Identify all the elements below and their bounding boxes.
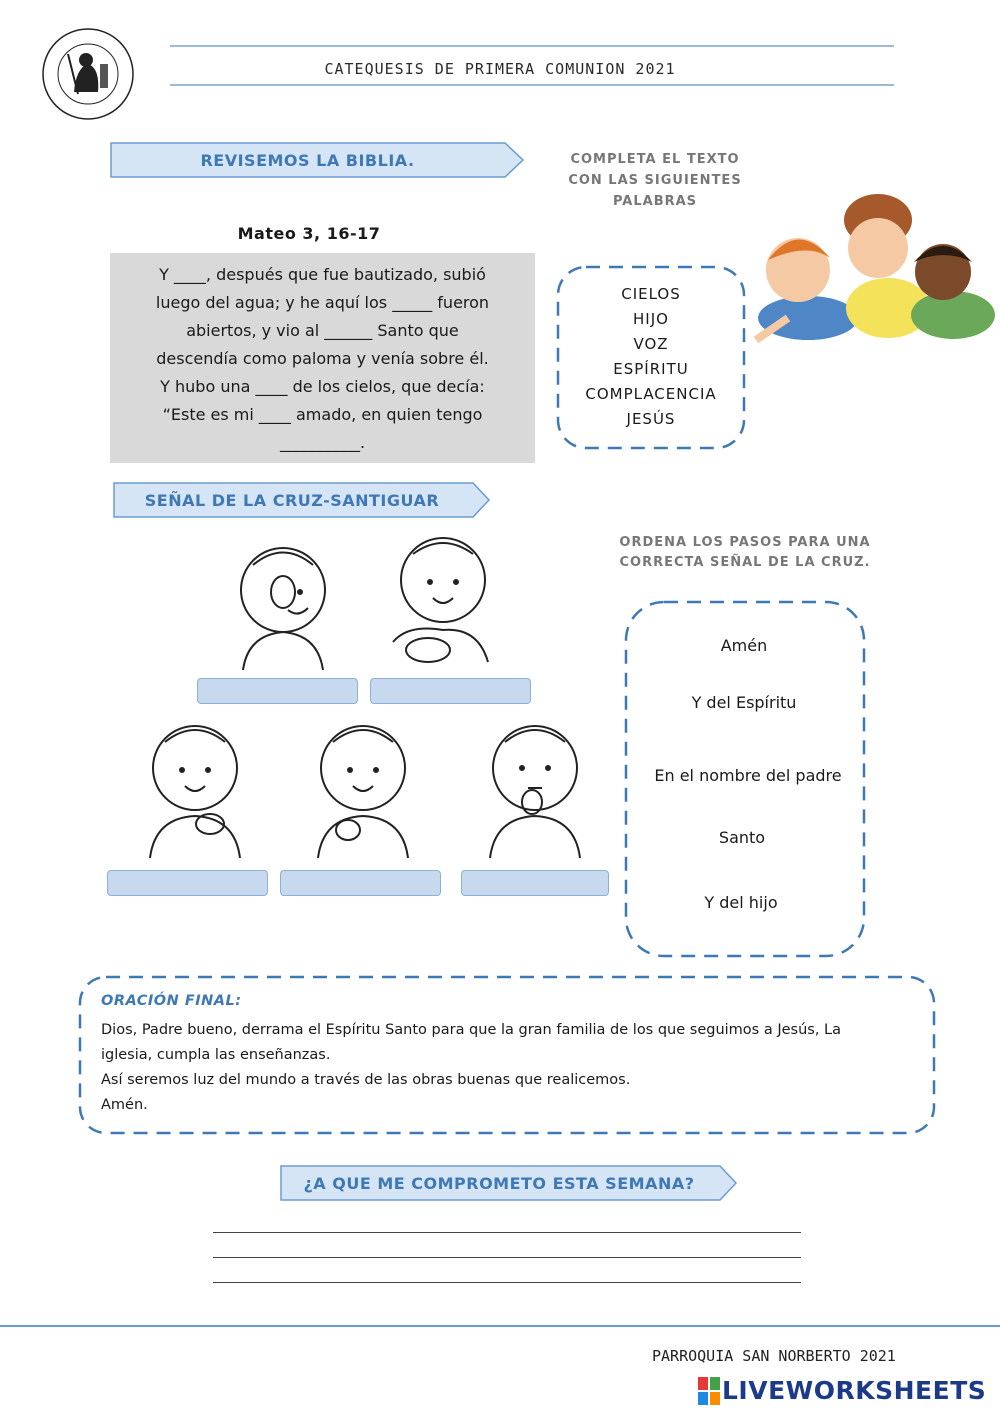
- commitment-line-1[interactable]: [213, 1232, 801, 1233]
- prayer-line: Así seremos luz del mundo a través de las obras buenas que realicemos.: [101, 1072, 631, 1088]
- verse-line: descendía como paloma y venía sobre él.: [156, 349, 489, 368]
- verse-line: luego del agua; y he aquí los _____ fueron: [155, 293, 490, 312]
- commitment-line-3[interactable]: [213, 1282, 801, 1283]
- bible-banner: [110, 142, 525, 178]
- verse-reference: Mateo 3, 16-17: [237, 224, 381, 243]
- footer-brand: LIVEWORKSHEETS: [722, 1376, 987, 1405]
- header-line-top: [170, 45, 894, 47]
- liveworksheets-logo: [698, 1377, 720, 1405]
- answer-slot-2[interactable]: [370, 678, 531, 704]
- step-option[interactable]: Amén: [720, 636, 768, 655]
- header-line-bottom: [170, 84, 894, 86]
- verse-line: “Este es mi ____ amado, en quien tengo: [162, 405, 483, 424]
- word-item: CIELOS: [621, 285, 681, 303]
- word-item: ESPÍRITU: [613, 360, 689, 378]
- verse-box: [110, 253, 535, 463]
- commitment-banner-label: ¿A QUE ME COMPROMETO ESTA SEMANA?: [303, 1173, 695, 1193]
- child-figure-5: [480, 718, 590, 858]
- instruction-line: COMPLETA EL TEXTO: [570, 152, 740, 167]
- child-figure-1: [228, 540, 338, 670]
- answer-slot-3[interactable]: [107, 870, 268, 896]
- verse-line: abiertos, y vio al ______ Santo que: [186, 321, 459, 340]
- prayer-text: [101, 1018, 916, 1118]
- step-option[interactable]: Santo: [718, 828, 766, 847]
- commitment-banner: [280, 1165, 738, 1201]
- step-option[interactable]: En el nombre del padre: [654, 766, 842, 785]
- verse-line: __________.: [279, 433, 366, 452]
- word-item: JESÚS: [626, 410, 676, 428]
- word-bank: [556, 265, 746, 450]
- verse-line: Y ____, después que fue bautizado, subió: [159, 265, 486, 284]
- prayer-line: Dios, Padre bueno, derrama el Espíritu Santo para que la gran familia de los que seguimos a Jesús, La: [101, 1022, 842, 1038]
- child-figure-3: [140, 718, 250, 858]
- word-item: VOZ: [633, 335, 669, 353]
- step-option[interactable]: Y del Espíritu: [691, 693, 797, 712]
- instruction-line: PALABRAS: [612, 194, 698, 209]
- prayer-line: Amén.: [101, 1097, 148, 1113]
- instruction-line: CORRECTA SEÑAL DE LA CRUZ.: [619, 555, 871, 570]
- commitment-line-2[interactable]: [213, 1257, 801, 1258]
- bible-instructions: [540, 149, 770, 212]
- footer-line: [0, 1325, 1000, 1327]
- answer-slot-5[interactable]: [461, 870, 609, 896]
- instruction-line: ORDENA LOS PASOS PARA UNA: [619, 535, 871, 550]
- cross-banner: [113, 482, 491, 518]
- parish-seal: [38, 24, 138, 124]
- word-item: HIJO: [633, 310, 669, 328]
- kids-illustration: [748, 190, 1000, 350]
- child-figure-2: [388, 532, 498, 667]
- answer-slot-4[interactable]: [280, 870, 441, 896]
- footer-parish: PARROQUIA SAN NORBERTO 2021: [652, 1347, 896, 1365]
- instruction-line: CON LAS SIGUIENTES: [568, 173, 742, 188]
- child-figure-4: [308, 718, 418, 858]
- page-title: CATEQUESIS DE PRIMERA COMUNION 2021: [324, 60, 676, 78]
- word-item: COMPLACENCIA: [585, 385, 717, 403]
- cross-instructions: [605, 533, 885, 573]
- prayer-heading: ORACIÓN FINAL:: [101, 993, 242, 1009]
- step-option[interactable]: Y del hijo: [704, 893, 778, 912]
- answer-slot-1[interactable]: [197, 678, 358, 704]
- bible-banner-label: REVISEMOS LA BIBLIA.: [200, 150, 415, 170]
- cross-banner-label: SEÑAL DE LA CRUZ-SANTIGUAR: [144, 490, 440, 510]
- prayer-line: iglesia, cumpla las enseñanzas.: [101, 1047, 331, 1063]
- verse-line: Y hubo una ____ de los cielos, que decía:: [160, 377, 485, 396]
